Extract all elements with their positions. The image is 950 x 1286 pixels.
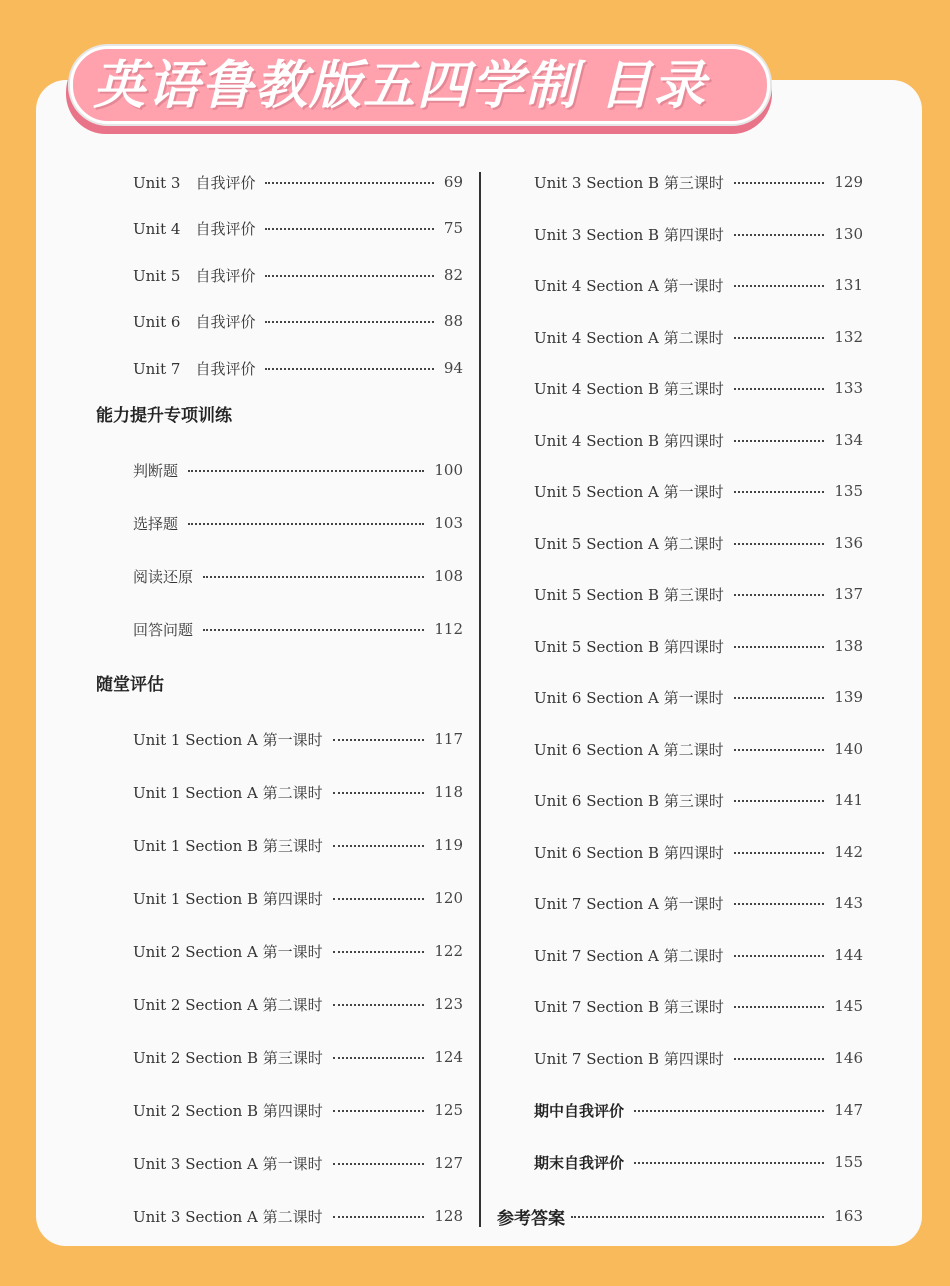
dot-leader: [333, 845, 425, 847]
toc-entry-page: 125: [434, 1101, 463, 1119]
toc-entry-label: Unit 7 Section A 第二课时: [534, 946, 724, 965]
dot-leader: [734, 800, 825, 802]
toc-entry-page: 134: [834, 431, 863, 449]
toc-entry-page: 145: [834, 997, 863, 1015]
dot-leader: [734, 749, 825, 751]
toc-entry[interactable]: [133, 455, 463, 485]
dot-leader: [333, 1163, 425, 1165]
toc-entry-label: Unit 4 Section A 第二课时: [534, 328, 724, 347]
toc-entry-label: Unit 2 Section A 第二课时: [133, 995, 323, 1014]
dot-leader: [634, 1162, 824, 1164]
toc-entry-label: Unit 3 Section A 第二课时: [133, 1207, 323, 1226]
toc-entry-label: Unit 6 自我评价: [133, 312, 256, 331]
toc-entry-page: 129: [834, 173, 863, 191]
toc-entry[interactable]: [133, 1148, 463, 1178]
toc-entry[interactable]: [534, 219, 863, 249]
toc-entry-label: Unit 3 Section B 第三课时: [534, 173, 724, 192]
toc-entry-page: 120: [434, 889, 463, 907]
toc-entry-label: 期中自我评价: [534, 1101, 625, 1120]
toc-entry-page: 135: [834, 482, 863, 500]
toc-entry-label: Unit 6 Section A 第二课时: [534, 740, 724, 759]
toc-entry[interactable]: [133, 989, 463, 1019]
dot-leader: [265, 275, 433, 277]
dot-leader: [734, 440, 825, 442]
dot-leader: [333, 792, 425, 794]
dot-leader: [734, 337, 825, 339]
dot-leader: [734, 852, 825, 854]
toc-entry-page: 127: [434, 1154, 463, 1172]
toc-entry-label: Unit 7 Section B 第四课时: [534, 1049, 724, 1068]
dot-leader: [333, 1057, 425, 1059]
toc-entry[interactable]: [534, 476, 863, 506]
toc-entry-page: 141: [834, 791, 863, 809]
toc-entry[interactable]: [534, 991, 863, 1021]
toc-entry-page: 118: [434, 783, 463, 801]
toc-entry-label: Unit 1 Section B 第三课时: [133, 836, 323, 855]
toc-entry-answers[interactable]: [497, 1201, 863, 1231]
dot-leader: [734, 388, 825, 390]
toc-entry-label: Unit 6 Section B 第四课时: [534, 843, 724, 862]
toc-entry[interactable]: [133, 936, 463, 966]
toc-entry-page: 119: [434, 836, 463, 854]
toc-entry-page: 136: [834, 534, 863, 552]
toc-entry[interactable]: [133, 614, 463, 644]
dot-leader: [188, 523, 424, 525]
toc-entry[interactable]: [133, 508, 463, 538]
toc-entry-label: Unit 4 Section A 第一课时: [534, 276, 724, 295]
toc-entry[interactable]: [133, 724, 463, 754]
toc-entry-label: 选择题: [133, 514, 179, 533]
toc-entry-page: 137: [834, 585, 863, 603]
toc-entry[interactable]: [534, 888, 863, 918]
dot-leader: [734, 285, 825, 287]
toc-entry-page: 108: [434, 567, 463, 585]
toc-entry[interactable]: [534, 579, 863, 609]
toc-entry-label: Unit 2 Section B 第四课时: [133, 1101, 323, 1120]
toc-entry-label: 回答问题: [133, 620, 194, 639]
dot-leader: [734, 955, 825, 957]
dot-leader: [734, 1006, 825, 1008]
toc-entry-page: 132: [834, 328, 863, 346]
title-banner: [70, 46, 770, 124]
toc-entry[interactable]: [534, 785, 863, 815]
toc-entry[interactable]: [534, 425, 863, 455]
toc-entry-page: 146: [834, 1049, 863, 1067]
dot-leader: [265, 368, 433, 370]
toc-entry-label: Unit 5 Section B 第三课时: [534, 585, 724, 604]
toc-entry-page: 163: [834, 1207, 863, 1225]
toc-entry[interactable]: [133, 777, 463, 807]
toc-entry-page: 103: [434, 514, 463, 532]
toc-entry-label: Unit 4 自我评价: [133, 219, 256, 238]
toc-entry-label: Unit 4 Section B 第三课时: [534, 379, 724, 398]
toc-entry-label: 参考答案: [497, 1208, 565, 1229]
dot-leader: [203, 629, 424, 631]
toc-entry-label: Unit 3 Section B 第四课时: [534, 225, 724, 244]
toc-entry-page: 143: [834, 894, 863, 912]
dot-leader: [734, 697, 825, 699]
dot-leader: [734, 491, 825, 493]
toc-entry[interactable]: [534, 940, 863, 970]
toc-entry-label: Unit 7 Section A 第一课时: [534, 894, 724, 913]
column-divider: [479, 172, 481, 1227]
dot-leader: [265, 321, 433, 323]
toc-entry-label: Unit 1 Section A 第二课时: [133, 783, 323, 802]
dot-leader: [333, 1216, 425, 1218]
dot-leader: [333, 1004, 425, 1006]
toc-entry[interactable]: [133, 883, 463, 913]
toc-entry-page: 94: [443, 359, 463, 377]
dot-leader: [333, 739, 425, 741]
toc-entry-page: 112: [434, 620, 463, 638]
toc-entry-page: 82: [443, 266, 463, 284]
toc-entry-label: Unit 5 Section B 第四课时: [534, 637, 724, 656]
toc-entry-label: 判断题: [133, 461, 179, 480]
toc-entry[interactable]: [133, 260, 463, 290]
page-title: 英语鲁教版五四学制 目录: [93, 56, 708, 116]
toc-entry-page: 124: [434, 1048, 463, 1066]
toc-entry[interactable]: [534, 631, 863, 661]
toc-entry-page: 128: [434, 1207, 463, 1225]
dot-leader: [734, 903, 825, 905]
toc-entry-label: Unit 2 Section A 第一课时: [133, 942, 323, 961]
toc-entry-page: 69: [443, 173, 463, 191]
toc-entry-page: 122: [434, 942, 463, 960]
toc-entry[interactable]: [534, 270, 863, 300]
toc-entry-label: Unit 5 Section A 第二课时: [534, 534, 724, 553]
dot-leader: [734, 182, 825, 184]
toc-entry[interactable]: [534, 167, 863, 197]
toc-entry-label: Unit 5 Section A 第一课时: [534, 482, 724, 501]
dot-leader: [265, 182, 433, 184]
toc-entry-label: 阅读还原: [133, 567, 194, 586]
toc-entry-page: 144: [834, 946, 863, 964]
toc-entry-label: Unit 6 Section A 第一课时: [534, 688, 724, 707]
dot-leader: [734, 543, 825, 545]
toc-entry-page: 100: [434, 461, 463, 479]
toc-entry-page: 130: [834, 225, 863, 243]
toc-entry-label: Unit 2 Section B 第三课时: [133, 1048, 323, 1067]
dot-leader: [734, 234, 825, 236]
toc-entry-label: Unit 1 Section B 第四课时: [133, 889, 323, 908]
toc-entry-page: 138: [834, 637, 863, 655]
dot-leader: [188, 470, 424, 472]
toc-entry[interactable]: [133, 213, 463, 243]
dot-leader: [734, 646, 825, 648]
dot-leader: [333, 1110, 425, 1112]
section-heading-assessment: 随堂评估: [96, 675, 164, 695]
dot-leader: [634, 1110, 824, 1112]
toc-entry-page: 123: [434, 995, 463, 1013]
dot-leader: [265, 228, 433, 230]
dot-leader: [333, 951, 425, 953]
toc-entry-label: Unit 6 Section B 第三课时: [534, 791, 724, 810]
toc-entry-label: Unit 1 Section A 第一课时: [133, 730, 323, 749]
dot-leader: [734, 594, 825, 596]
dot-leader: [734, 1058, 825, 1060]
toc-entry-page: 88: [443, 312, 463, 330]
toc-entry[interactable]: [534, 837, 863, 867]
toc-entry-page: 133: [834, 379, 863, 397]
toc-entry[interactable]: [133, 561, 463, 591]
toc-entry[interactable]: [133, 1042, 463, 1072]
toc-entry[interactable]: [534, 373, 863, 403]
toc-entry[interactable]: [133, 167, 463, 197]
toc-entry-page: 117: [434, 730, 463, 748]
toc-entry-label: Unit 3 自我评价: [133, 173, 256, 192]
toc-entry-page: 131: [834, 276, 863, 294]
toc-entry[interactable]: [133, 1095, 463, 1125]
section-heading-training: 能力提升专项训练: [96, 406, 232, 426]
toc-entry-page: 75: [443, 219, 463, 237]
toc-entry[interactable]: [133, 353, 463, 383]
toc-entry[interactable]: [534, 528, 863, 558]
toc-entry[interactable]: [534, 1043, 863, 1073]
dot-leader: [333, 898, 425, 900]
dot-leader: [571, 1216, 824, 1218]
toc-entry-final[interactable]: [534, 1147, 863, 1177]
toc-entry-label: Unit 4 Section B 第四课时: [534, 431, 724, 450]
toc-entry-page: 140: [834, 740, 863, 758]
toc-entry[interactable]: [133, 306, 463, 336]
toc-entry-page: 155: [834, 1153, 863, 1171]
toc-entry-label: Unit 7 Section B 第三课时: [534, 997, 724, 1016]
toc-entry[interactable]: [534, 322, 863, 352]
toc-entry-label: Unit 3 Section A 第一课时: [133, 1154, 323, 1173]
toc-entry[interactable]: [133, 830, 463, 860]
toc-entry-label: Unit 7 自我评价: [133, 359, 256, 378]
toc-entry-label: 期末自我评价: [534, 1153, 625, 1172]
toc-entry[interactable]: [534, 682, 863, 712]
toc-entry[interactable]: [534, 734, 863, 764]
toc-entry-page: 142: [834, 843, 863, 861]
toc-entry-label: Unit 5 自我评价: [133, 266, 256, 285]
toc-entry-midterm[interactable]: [534, 1095, 863, 1125]
dot-leader: [203, 576, 424, 578]
toc-entry-page: 139: [834, 688, 863, 706]
toc-entry-page: 147: [834, 1101, 863, 1119]
toc-entry[interactable]: [133, 1201, 463, 1231]
